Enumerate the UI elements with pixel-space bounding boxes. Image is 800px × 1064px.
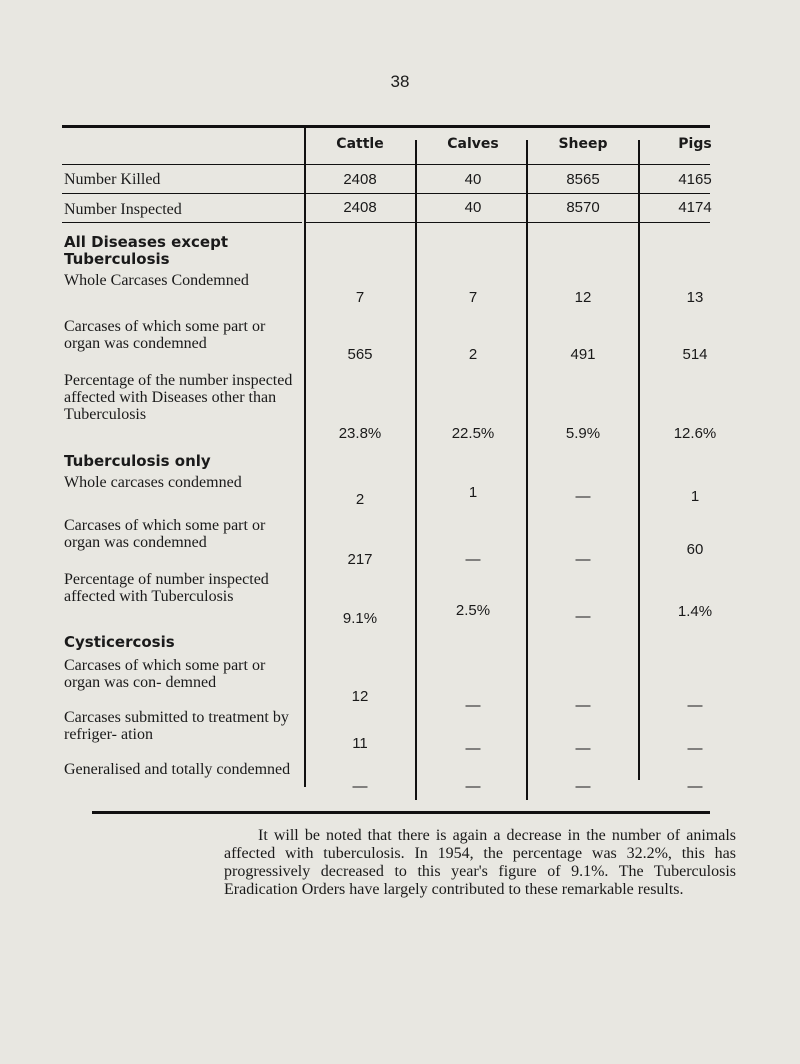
cell-s2-part-calves: — [465, 551, 481, 568]
cell-s1-whole-cattle: 7 [355, 289, 365, 306]
cell-s3-part-cattle: 12 [351, 688, 369, 705]
cell-s3-general-calves: — [465, 778, 481, 795]
cell-s1-pct-pigs: 12.6% [673, 425, 717, 442]
cell-s3-general-pigs: — [687, 778, 703, 795]
row-label-s1-whole: Whole Carcases Condemned [64, 272, 249, 289]
cell-s2-pct-calves: 2.5% [455, 602, 491, 619]
killed-underline [62, 193, 710, 194]
cell-s2-part-cattle: 217 [347, 551, 373, 568]
cell-s3-treat-sheep: — [575, 740, 591, 757]
cell-s1-whole-calves: 7 [468, 289, 478, 306]
cell-s2-part-sheep: — [575, 551, 591, 568]
row-label-s1-pct: Percentage of the number inspected affected with Diseases other than Tuberculosis [64, 372, 293, 423]
table-top-rule [62, 125, 710, 128]
row-label-s2-part: Carcases of which some part or organ was condemned [64, 517, 266, 551]
cell-s3-part-calves: — [465, 697, 481, 714]
section-heading-cysticercosis: Cysticercosis [64, 633, 175, 651]
row-label-s3-general: Generalised and totally condemned [64, 761, 291, 778]
section-heading-all-diseases: All Diseases except Tuberculosis [64, 233, 229, 268]
cell-s1-part-pigs: 514 [682, 346, 708, 363]
cell-s2-part-pigs: 60 [686, 541, 704, 558]
cell-s2-whole-cattle: 2 [355, 491, 365, 508]
cell-s2-pct-sheep: — [575, 608, 591, 625]
commentary-paragraph [224, 827, 736, 899]
cell-s2-whole-calves: 1 [468, 484, 478, 501]
cell-s2-pct-cattle: 9.1% [342, 610, 378, 627]
cell-s2-whole-pigs: 1 [690, 488, 700, 505]
col-header-calves: Calves [447, 136, 499, 152]
cell-s1-part-sheep: 491 [570, 346, 596, 363]
cell-killed-sheep: 8565 [566, 171, 600, 188]
cell-s1-whole-pigs: 13 [686, 289, 704, 306]
cell-inspected-calves: 40 [464, 199, 482, 216]
row-label-s1-part: Carcases of which some part or organ was condemned [64, 318, 266, 352]
cell-killed-cattle: 2408 [343, 171, 377, 188]
col-divider-4 [638, 140, 640, 780]
row-label-s2-pct: Percentage of number inspected affected with Tuberculosis [64, 571, 269, 605]
inspected-underline-cols [305, 222, 710, 223]
row-label-killed: Number Killed [64, 171, 161, 188]
cell-killed-calves: 40 [464, 171, 482, 188]
col-header-pigs: Pigs [678, 136, 712, 152]
cell-s1-whole-sheep: 12 [574, 289, 592, 306]
cell-s3-general-cattle: — [352, 778, 368, 795]
col-header-sheep: Sheep [558, 136, 608, 152]
cell-s3-part-sheep: — [575, 697, 591, 714]
cell-s3-treat-cattle: 11 [352, 735, 368, 752]
cell-s1-pct-sheep: 5.9% [565, 425, 601, 442]
cell-s1-part-calves: 2 [468, 346, 478, 363]
cell-killed-pigs: 4165 [678, 171, 712, 188]
row-label-s3-part: Carcases of which some part or organ was con- demned [64, 657, 266, 691]
inspected-underline-label [62, 222, 302, 223]
cell-s3-treat-calves: — [465, 740, 481, 757]
cell-s1-pct-cattle: 23.8% [338, 425, 382, 442]
commentary-text: It will be noted that there is again a decrease in the number of animals affected with tuberculosis. In 1954, the percentage was 32.2%, this has progressively decreased to this year's figure of 9.1%. The Tuberculosis Eradication Orders have largely contributed to these remarkable results. [224, 827, 736, 898]
cell-s2-whole-sheep: — [575, 488, 591, 505]
cell-inspected-pigs: 4174 [678, 199, 712, 216]
cell-s1-part-cattle: 565 [347, 346, 373, 363]
page-number: 38 [390, 72, 410, 91]
row-label-s2-whole: Whole carcases condemned [64, 474, 242, 491]
table-bottom-rule [92, 811, 710, 814]
col-divider-2 [415, 140, 417, 800]
cell-s3-part-pigs: — [687, 697, 703, 714]
cell-s1-pct-calves: 22.5% [451, 425, 495, 442]
cell-inspected-sheep: 8570 [566, 199, 600, 216]
row-label-s3-treat: Carcases submitted to treatment by refriger- ation [64, 709, 289, 743]
section-heading-tuberculosis: Tuberculosis only [64, 452, 211, 470]
col-header-cattle: Cattle [336, 136, 384, 152]
header-underline [62, 164, 710, 165]
cell-s2-pct-pigs: 1.4% [677, 603, 713, 620]
cell-inspected-cattle: 2408 [343, 199, 377, 216]
cell-s3-general-sheep: — [575, 778, 591, 795]
cell-s3-treat-pigs: — [687, 740, 703, 757]
row-label-inspected: Number Inspected [64, 201, 182, 218]
